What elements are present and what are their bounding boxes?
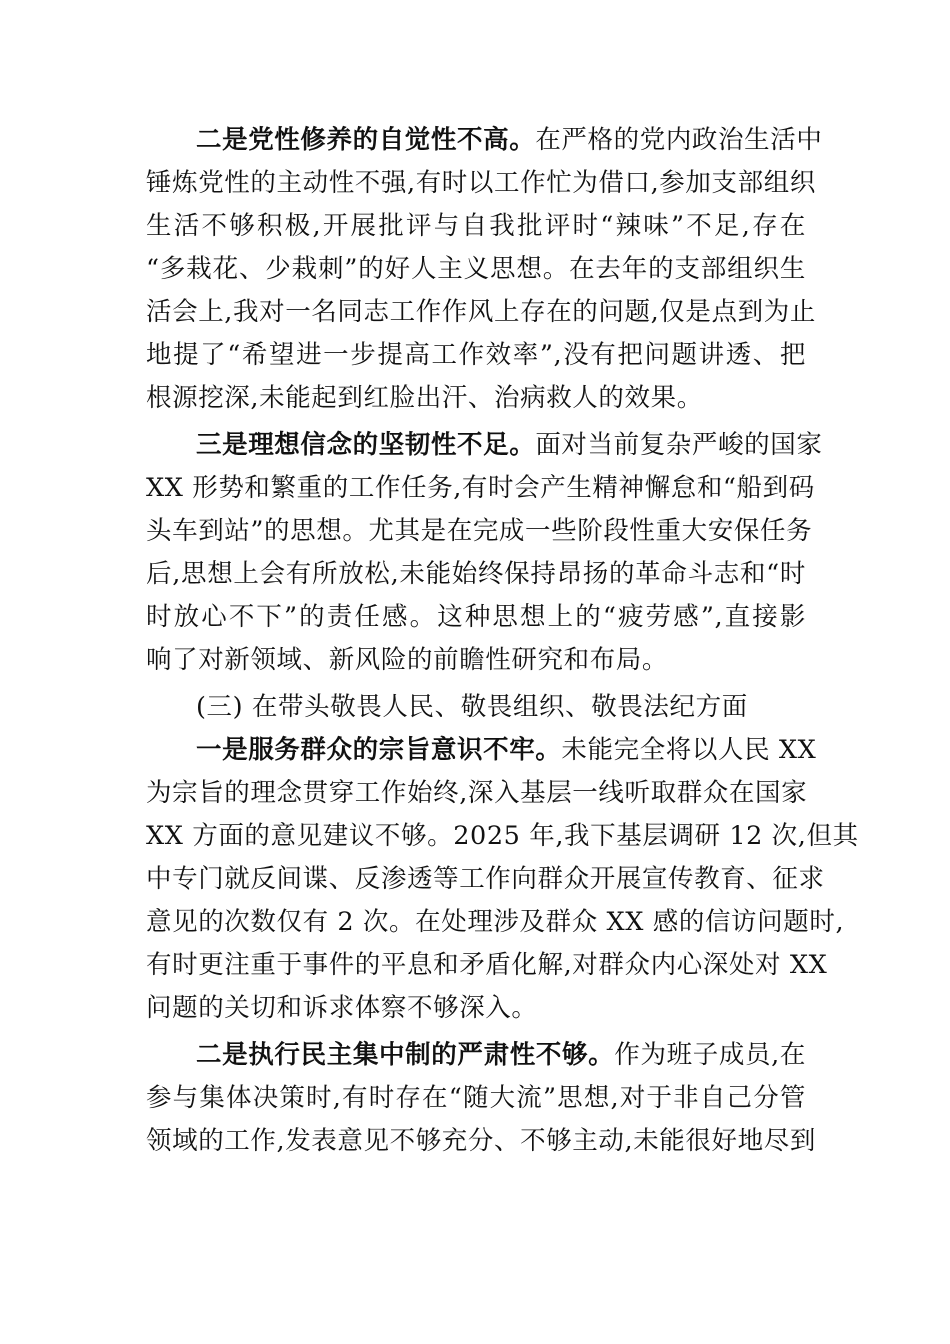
paragraph-line: 问题的关切和诉求体察不够深入。 — [146, 993, 538, 1023]
paragraph-line: 后,思想上会有所放松,未能始终保持昂扬的革命斗志和“时 — [146, 559, 806, 589]
paragraph-heading: 三是理想信念的坚韧性不足。 — [196, 430, 536, 460]
paragraph-line: 有时更注重于事件的平息和矛盾化解,对群众内心深处对 XX — [146, 950, 828, 980]
paragraph-line: 响了对新领域、新风险的前瞻性研究和布局。 — [146, 645, 669, 675]
paragraph-line: 一是服务群众的宗旨意识不牢。未能完全将以人民 XX — [196, 735, 817, 765]
paragraph-line: XX 形势和繁重的工作任务,有时会产生精神懈怠和“船到码 — [146, 473, 815, 503]
paragraph-line: “多栽花、少栽刺”的好人主义思想。在去年的支部组织生 — [146, 254, 806, 284]
paragraph-line: 地提了“希望进一步提高工作效率”,没有把问题讲透、把 — [146, 340, 806, 370]
paragraph-line: 时放心不下”的责任感。这种思想上的“疲劳感”,直接影 — [146, 602, 806, 632]
section-heading: (三) 在带头敬畏人民、敬畏组织、敬畏法纪方面 — [196, 692, 748, 722]
paragraph-line: 二是党性修养的自觉性不高。在严格的党内政治生活中 — [196, 125, 823, 155]
paragraph-line: 意见的次数仅有 2 次。在处理涉及群众 XX 感的信访问题时, — [146, 907, 845, 937]
paragraph-line: 三是理想信念的坚韧性不足。面对当前复杂严峻的国家 — [196, 430, 823, 460]
paragraph-line: 参与集体决策时,有时存在“随大流”思想,对于非自己分管 — [146, 1083, 806, 1113]
paragraph-heading: 一是服务群众的宗旨意识不牢。 — [196, 735, 562, 765]
paragraph-line: 头车到站”的思想。尤其是在完成一些阶段性重大安保任务 — [146, 516, 813, 546]
paragraph-line: 中专门就反间谍、反渗透等工作向群众开展宣传教育、征求 — [146, 864, 825, 894]
paragraph-line: 根源挖深,未能起到红脸出汗、治病救人的效果。 — [146, 383, 703, 413]
paragraph-line: 锤炼党性的主动性不强,有时以工作忙为借口,参加支部组织 — [146, 168, 816, 198]
paragraph-line: 二是执行民主集中制的严肃性不够。作为班子成员,在 — [196, 1040, 807, 1070]
paragraph-line: 为宗旨的理念贯穿工作始终,深入基层一线听取群众在国家 — [146, 778, 808, 808]
paragraph-line: 活会上,我对一名同志工作作风上存在的问题,仅是点到为止 — [146, 297, 816, 327]
paragraph-line: 生活不够积极,开展批评与自我批评时“辣味”不足,存在 — [146, 211, 806, 241]
paragraph-line: 领域的工作,发表意见不够充分、不够主动,未能很好地尽到 — [146, 1126, 816, 1156]
paragraph-line: XX 方面的意见建议不够。2025 年,我下基层调研 12 次,但其 — [146, 821, 859, 851]
paragraph-heading: 二是执行民主集中制的严肃性不够。 — [196, 1040, 615, 1070]
paragraph-heading: 二是党性修养的自觉性不高。 — [196, 125, 536, 155]
